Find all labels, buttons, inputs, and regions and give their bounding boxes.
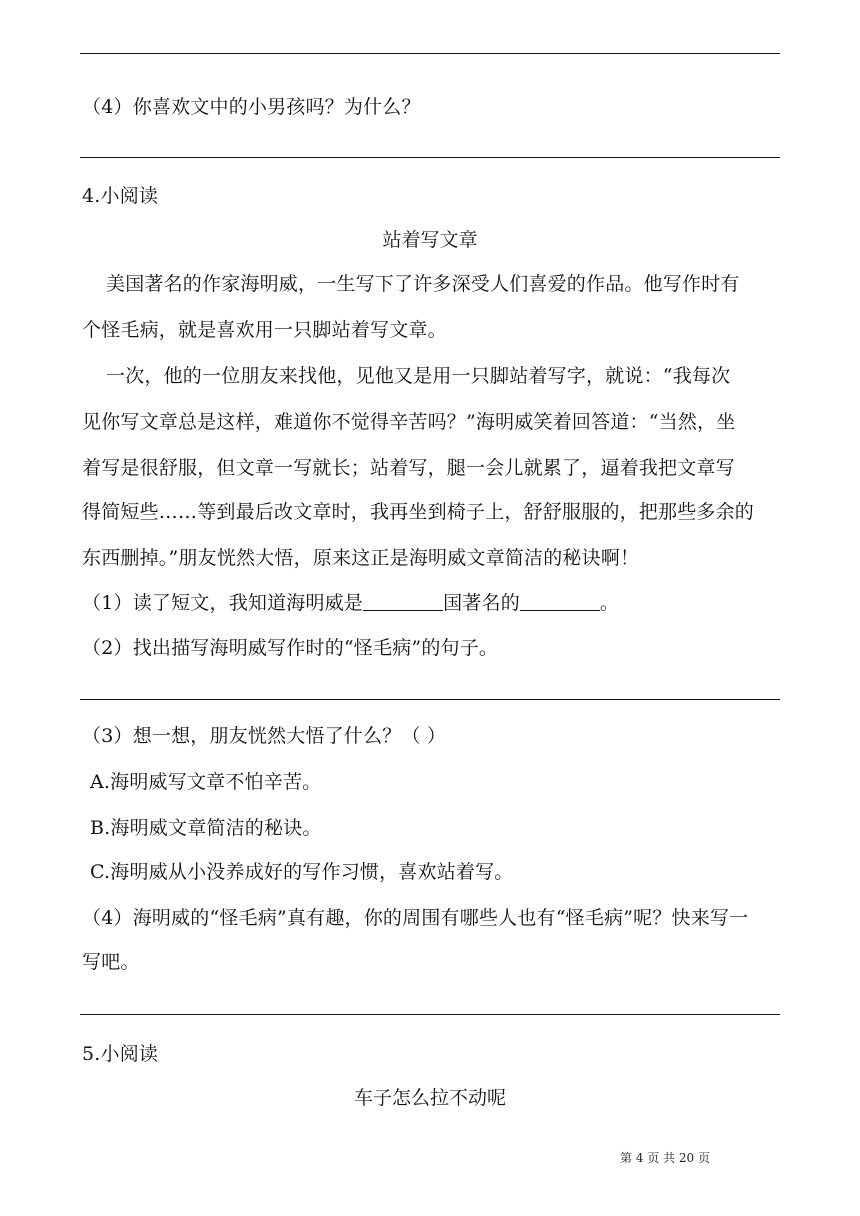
question-text: 。 bbox=[599, 592, 620, 614]
passage-line: 得简短些……等到最后改文章时，我再坐到椅子上，舒舒服服的，把那些多余的 bbox=[82, 501, 755, 523]
question-1 bbox=[82, 590, 619, 615]
answer-line[interactable] bbox=[80, 1014, 780, 1015]
question-text: 国著名的 bbox=[443, 592, 520, 614]
fill-blank[interactable] bbox=[520, 590, 600, 611]
passage-title: 站着写文章 bbox=[382, 229, 478, 251]
question-3: （3）想一想，朋友恍然大悟了什么？（ ） bbox=[82, 725, 447, 747]
passage-line: 一次，他的一位朋友来找他，见他又是用一只脚站着写字，就说：“我每次 bbox=[106, 365, 731, 387]
option-c: C.海明威从小没养成好的写作习惯，喜欢站着写。 bbox=[90, 861, 514, 883]
answer-line bbox=[80, 157, 780, 158]
fill-blank[interactable] bbox=[363, 590, 443, 611]
page-number: 第 4 页 共 20 页 bbox=[620, 1151, 710, 1165]
section-heading: 4.小阅读 bbox=[82, 185, 159, 207]
question-2: （2）找出描写海明威写作时的“怪毛病”的句子。 bbox=[82, 637, 499, 659]
question-text: （1）读了短文，我知道海明威是 bbox=[82, 592, 364, 614]
section-heading: 5.小阅读 bbox=[82, 1043, 159, 1065]
answer-line[interactable] bbox=[80, 699, 780, 700]
header-rule bbox=[80, 53, 780, 54]
option-b: B.海明威文章简洁的秘诀。 bbox=[90, 817, 322, 839]
passage-line: 美国著名的作家海明威，一生写下了许多深受人们喜爱的作品。他写作时有 bbox=[106, 273, 740, 295]
passage-line: 见你写文章总是这样，难道你不觉得辛苦吗？”海明威笑着回答道：“当然，坐 bbox=[82, 411, 736, 433]
passage-line: 着写是很舒服，但文章一写就长；站着写，腿一会儿就累了，逼着我把文章写 bbox=[82, 457, 735, 479]
question-4-cont: 写吧。 bbox=[82, 951, 140, 973]
question-line: （4）你喜欢文中的小男孩吗？为什么？ bbox=[82, 96, 421, 118]
option-a: A.海明威写文章不怕辛苦。 bbox=[90, 771, 322, 793]
passage-title: 车子怎么拉不动呢 bbox=[353, 1087, 506, 1109]
passage-line: 东西删掉。”朋友恍然大悟，原来这正是海明威文章简洁的秘诀啊！ bbox=[82, 547, 640, 569]
question-4: （4）海明威的“怪毛病”真有趣，你的周围有哪些人也有“怪毛病”呢？快来写一 bbox=[82, 907, 749, 929]
passage-line: 个怪毛病，就是喜欢用一只脚站着写文章。 bbox=[82, 319, 447, 341]
